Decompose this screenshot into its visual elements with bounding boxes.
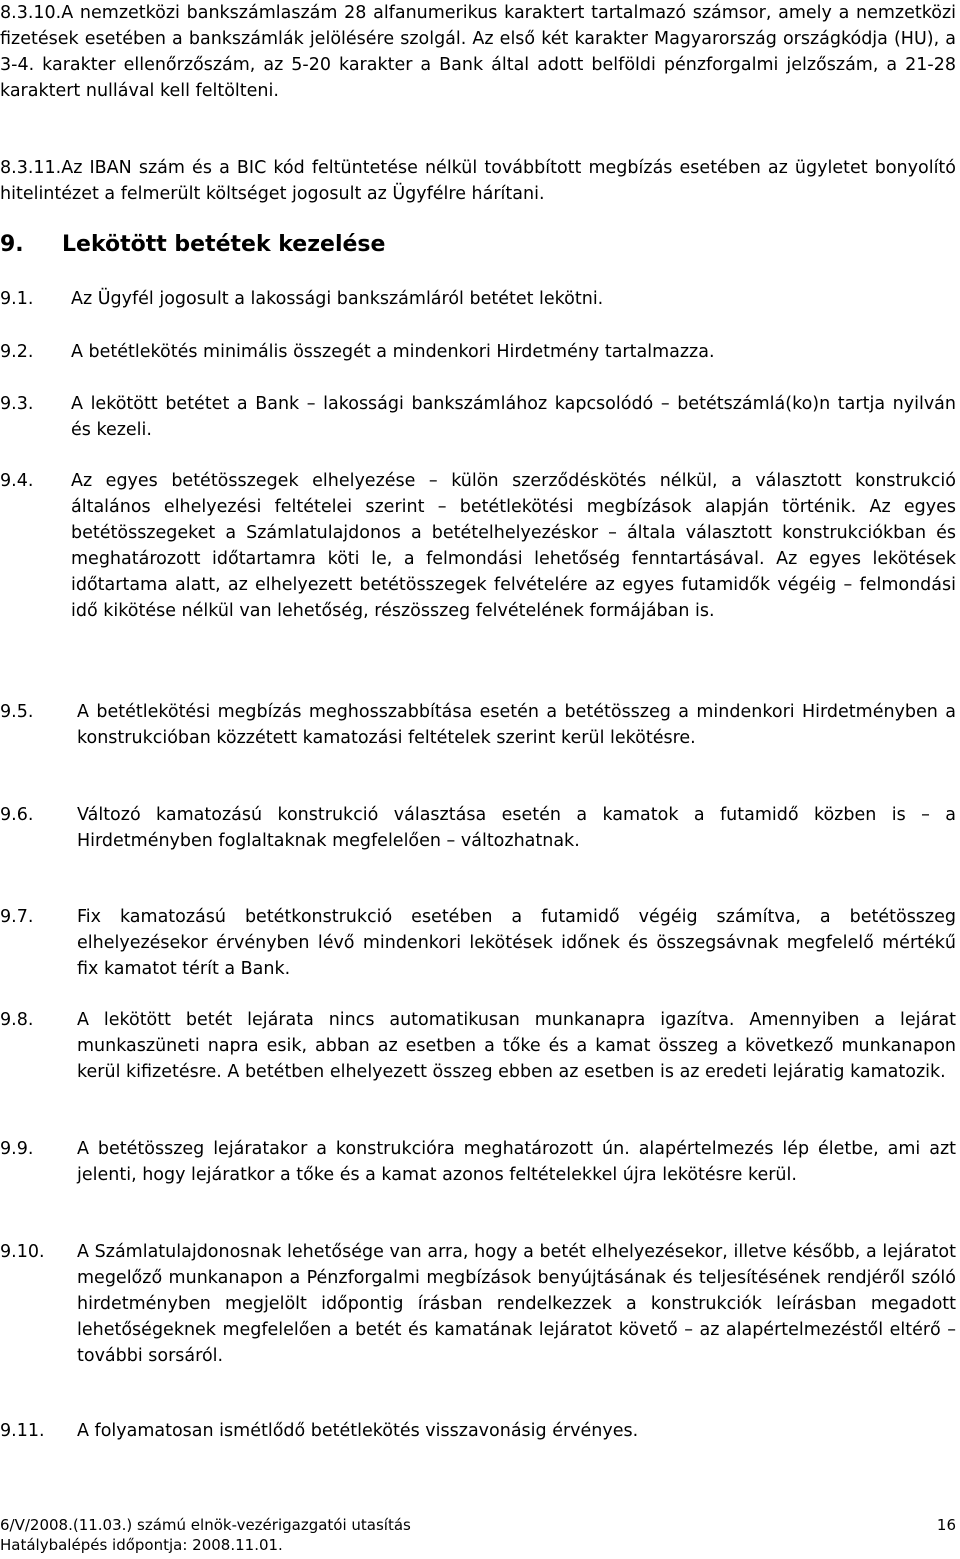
item-9-1: [0, 286, 956, 312]
item-number: 9.6.: [0, 805, 34, 825]
item-9-9: [0, 1136, 956, 1214]
paragraph-8-3-10: [0, 0, 956, 130]
item-number: 9.9.: [0, 1139, 34, 1159]
item-number: 9.10.: [0, 1242, 45, 1262]
footer-effective-date: Hatálybalépés időpontja: 2008.11.01.: [0, 1536, 283, 1554]
item-text: Az Ügyfél jogosult a lakossági bankszámláról betétet lekötni.: [71, 289, 604, 309]
item-text: A betétlekötési megbízás meghosszabbítása esetén a betétösszeg a mindenkori Hirdetményben a konstrukcióban közzétett kamatozási feltételek szerint kerül lekötésre.: [77, 702, 956, 748]
item-text: Változó kamatozású konstrukció választása esetén a kamatok a futamidő közben is – a Hirdetményben foglaltaknak megfelelően – változhatnak.: [77, 805, 956, 851]
item-text: A folyamatosan ismétlődő betétlekötés visszavonásig érvényes.: [77, 1421, 639, 1441]
section-number: 9.: [0, 232, 24, 257]
item-text: A Számlatulajdonosnak lehetősége van arra, hogy a betét elhelyezésekor, illetve később, a lejáratot megelőző munkanapon a Pénzforgalmi megbízások benyújtásának és teljesítésének rendjéről szóló hirdetményben megjelölt időpontig írásban rendelkezzek a konstrukciók leírásban megadott lehetőségeknek megfelelően a betét és kamatának lejáratot követő – az alapértelmezéstől eltérő – további sorsáról.: [77, 1242, 956, 1366]
paragraph-text: [0, 0, 956, 104]
paragraph-8-3-11: [0, 155, 956, 207]
item-9-3: [0, 391, 956, 443]
item-text: A lekötött betétet a Bank – lakossági bankszámlához kapcsolódó – betétszámlá(ko)n tartja nyilván és kezeli.: [71, 394, 956, 440]
page-footer: [0, 1515, 960, 1555]
item-9-10: [0, 1239, 956, 1395]
paragraph-text: [0, 155, 956, 207]
item-9-6: [0, 802, 956, 854]
item-number: 9.5.: [0, 702, 34, 722]
section-title: Lekötött betétek kezelése: [62, 232, 386, 257]
item-9-2: [0, 339, 956, 365]
item-text: A lekötött betét lejárata nincs automatikusan munkanapra igazítva. Amennyiben a lejárat munkaszüneti napra esik, abban az esetben a tőke és a kamat összeg a következő munkanapon kerül kifizetésre. A betétben elhelyezett összeg ebben az esetben is az eredeti lejáratig kamatozik.: [77, 1010, 956, 1082]
item-9-5: [0, 699, 956, 777]
item-9-7: [0, 904, 956, 982]
item-9-11: [0, 1418, 956, 1444]
item-number: 9.1.: [0, 289, 34, 309]
item-text: A betétösszeg lejáratakor a konstrukcióra meghatározott ún. alapértelmezés lép életbe, ami azt jelenti, hogy lejáratkor a tőke és a kamat azonos feltételekkel újra lekötésre kerül.: [77, 1139, 956, 1185]
item-9-4: [0, 468, 956, 676]
item-number: 9.8.: [0, 1010, 34, 1030]
item-text: Fix kamatozású betétkonstrukció esetében a futamidő végéig számítva, a betétösszeg elhelyezésekor érvényben lévő mindenkori lekötések időnek és összegsávnak megfelelő mértékű fix kamatot térít a Bank.: [77, 907, 956, 979]
page-number: 16: [936, 1516, 956, 1534]
item-9-8: [0, 1007, 956, 1111]
item-text: A betétlekötés minimális összegét a mindenkori Hirdetmény tartalmazza.: [71, 342, 715, 362]
item-number: 9.3.: [0, 394, 34, 414]
paragraph-body: A nemzetközi bankszámlaszám 28 alfanumerikus karaktert tartalmazó számsor, amely a nemzetközi fizetések esetében a bankszámlák jelölésére szolgál. Az első két karakter Magyarország országkódja (HU), a 3-4. karakter ellenőrzőszám, az 5-20 karakter a Bank által adott belföldi pénzforgalmi jelzőszám, a 21-28 karaktert nullával kell feltölteni.: [0, 3, 956, 101]
item-number: 9.11.: [0, 1421, 45, 1441]
paragraph-number: 8.3.11.: [0, 158, 62, 178]
item-number: 9.4.: [0, 471, 34, 491]
item-number: 9.2.: [0, 342, 34, 362]
item-text: Az egyes betétösszegek elhelyezése – külön szerződéskötés nélkül, a választott konstrukció általános elhelyezési feltételei szerint – betétlekötési megbízások alapján történik. Az egyes betétösszegeket a Számlatulajdonos a betételhelyezéskor – általa választott konstrukciókban és meghatározott időtartamra köti le, a felmondási lehetőség fenntartásával. Az egyes lekötések időtartama alatt, az elhelyezett betétösszegek felvételére az egyes futamidők végéig – felmondási idő kikötése nélkül van lehetőség, részösszeg felvételének formájában is.: [71, 471, 956, 621]
paragraph-number: 8.3.10.: [0, 3, 62, 23]
paragraph-body: Az IBAN szám és a BIC kód feltüntetése nélkül továbbított megbízás esetében az ügyletet bonyolító hitelintézet a felmerült költséget jogosult az Ügyfélre hárítani.: [0, 158, 956, 204]
footer-directive: 6/V/2008.(11.03.) számú elnök-vezérigazgatói utasítás: [0, 1516, 411, 1534]
item-number: 9.7.: [0, 907, 34, 927]
